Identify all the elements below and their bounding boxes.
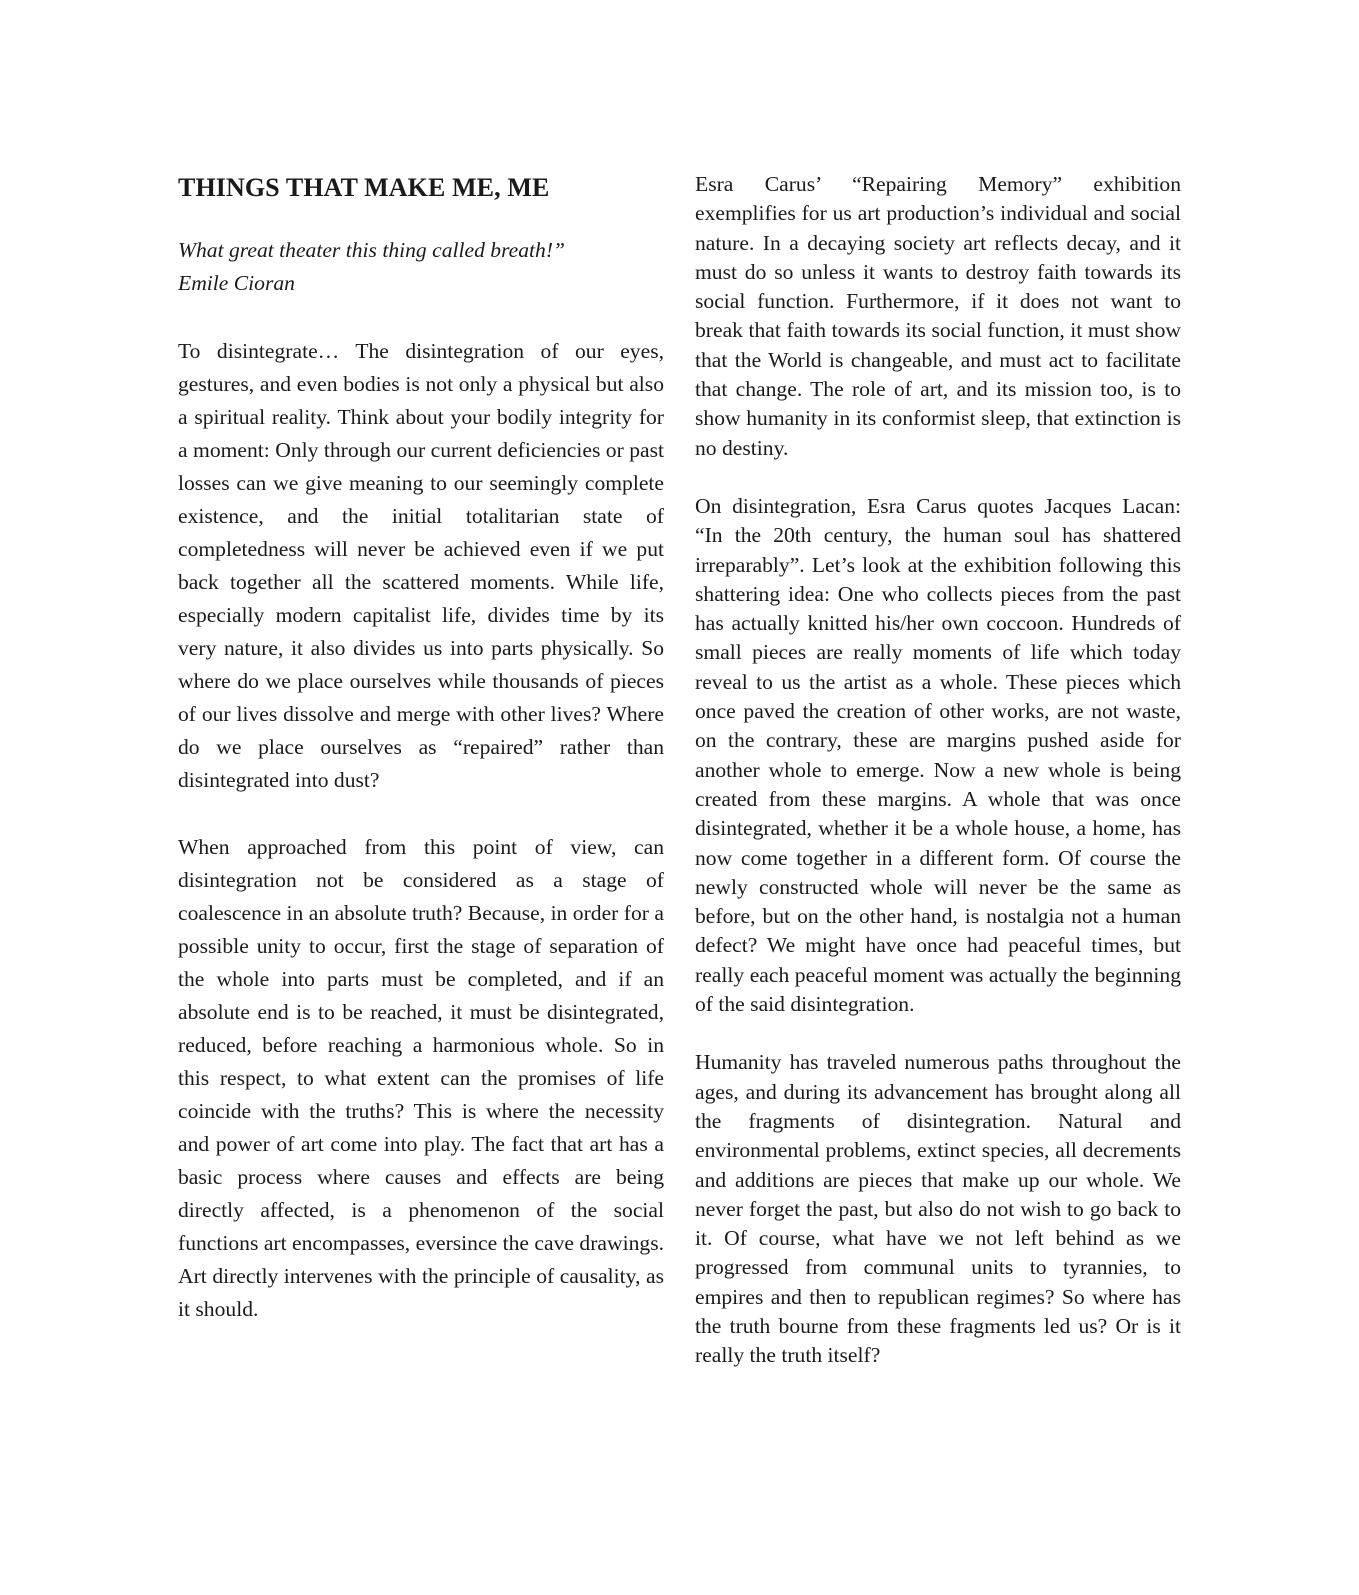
body-paragraph: To disintegrate… The disintegration of our eyes, gestures, and even bodies is not only a physical but also a spiritual reality. Think about your bodily integrity for a moment: Only through our current deficiencies or past losses can we give meaning to our seemingly complete existence, and the initial totalitarian state of completedness will never be achieved even if we put back together all the scattered moments. While life, especially modern capitalist life, divides time by its very nature, it also divides us into parts physically. So where do we place ourselves while thousands of pieces of our lives dissolve and merge with other lives? Where do we place ourselves as “repaired” rather than disintegrated into dust? bbox=[178, 339, 664, 792]
left-column bbox=[178, 170, 664, 1360]
epigraph bbox=[178, 234, 664, 300]
body-paragraph: Humanity has traveled numerous paths throughout the ages, and during its advancement has brought along all the fragments of disintegration. Natural and environmental problems, extinct species, all decrements and additions are pieces that make up our whole. We never forget the past, but also do not wish to go back to it. Of course, what have we not left behind as we progressed from communal units to tyrannies, to empires and then to republican regimes? So where has the truth bourne from these fragments led us? Or is it really the truth itself? bbox=[695, 1050, 1181, 1368]
body-paragraph: When approached from this point of view, can disintegration not be considered as a stage of coalescence in an absolute truth? Because, in order for a possible unity to occur, first the stage of separation of the whole into parts must be completed, and if an absolute end is to be reached, it must be disintegrated, reduced, before reaching a harmonious whole. So in this respect, to what extent can the promises of life coincide with the truths? This is where the necessity and power of art come into play. The fact that art has a basic process where causes and effects are being directly affected, is a phenomenon of the social functions art encompasses, eversince the cave drawings. Art directly intervenes with the principle of causality, as it should. bbox=[178, 835, 664, 1321]
body-paragraph: On disintegration, Esra Carus quotes Jacques Lacan: “In the 20th century, the human soul has shattered irreparably”. Let’s look at the exhibition following this shattering idea: One who collects pieces from the past has actually knitted his/her own coccoon. Hundreds of small pieces are really moments of life which today reveal to us the artist as a whole. These pieces which once paved the creation of other works, are not waste, on the contrary, these are margins pushed aside for another whole to emerge. Now a new whole is being created from these margins. A whole that was once disintegrated, whether it be a whole house, a home, has now come together in a different form. Of course the newly constructed whole will never be the same as before, but on the other hand, is nostalgia not a human defect? We might have once had peaceful times, but really each peaceful moment was actually the beginning of the said disintegration. bbox=[695, 493, 1181, 1017]
right-column bbox=[695, 170, 1181, 1400]
epigraph-quote: What great theater this thing called breath!” bbox=[178, 238, 566, 262]
body-paragraph: Esra Carus’ “Repairing Memory” exhibition exemplifies for us art production’s individual and social nature. In a decaying society art reflects decay, and it must do so unless it wants to destroy faith towards its social function. Furthermore, if it does not want to break that faith towards its social function, it must show that the World is changeable, and must act to facilitate that change. The role of art, and its mission too, is to show humanity in its conformist sleep, that extinction is no destiny. bbox=[695, 172, 1181, 460]
epigraph-author: Emile Cioran bbox=[178, 271, 295, 295]
article-title: THINGS THAT MAKE ME, ME bbox=[178, 173, 550, 202]
